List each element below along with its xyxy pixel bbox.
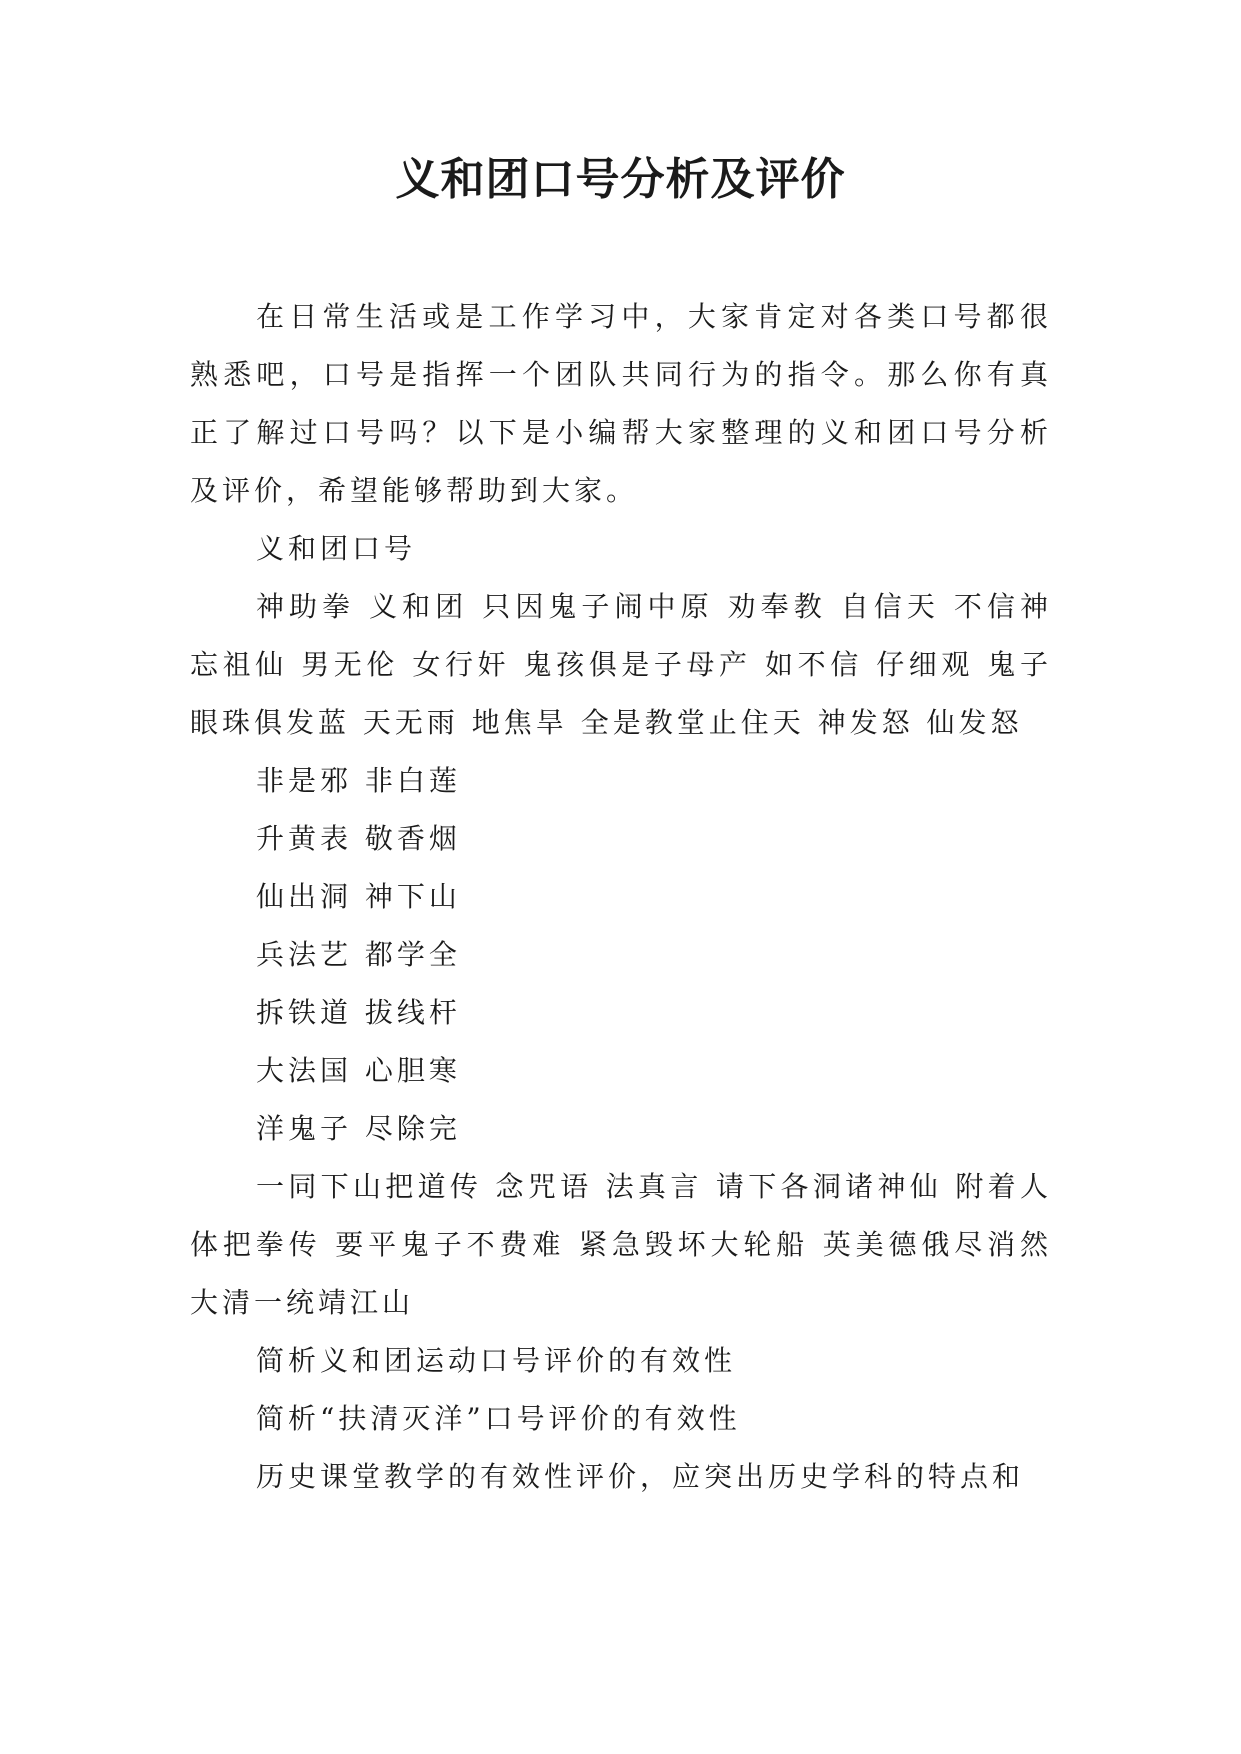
- slogan-line: 非是邪 非白莲: [256, 764, 461, 797]
- intro-paragraph: 在日常生活或是工作学习中，大家肯定对各类口号都很熟悉吧，口号是指挥一个团队共同行为的指令。那么你有真正了解过口号吗？以下是小编帮大家整理的义和团口号分析及评价，希望能够帮助到大家。: [190, 300, 1052, 507]
- section-heading: 简析义和团运动口号评价的有效性: [256, 1344, 737, 1377]
- body-paragraph: 历史课堂教学的有效性评价，应突出历史学科的特点和: [256, 1460, 1025, 1493]
- document-title: 义和团口号分析及评价: [395, 154, 846, 205]
- slogan-paragraph: 一同下山把道传 念咒语 法真言 请下各洞诸神仙 附着人体把拳传 要平鬼子不费难 紧急毁坏大轮船 英美德俄尽消然 大清一统靖江山: [190, 1170, 1052, 1319]
- slogan-paragraph: 神助拳 义和团 只因鬼子闹中原 劝奉教 自信天 不信神 忘祖仙 男无伦 女行奸 鬼孩俱是子母产 如不信 仔细观 鬼子眼珠俱发蓝 天无雨 地焦旱 全是教堂止住天 神发怒 仙发怒: [190, 590, 1052, 739]
- slogan-line: 升黄表 敬香烟: [256, 822, 461, 855]
- slogan-line: 拆铁道 拔线杆: [256, 996, 461, 1029]
- slogan-line: 兵法艺 都学全: [256, 938, 461, 971]
- slogan-heading: 义和团口号: [256, 532, 417, 565]
- slogan-line: 仙出洞 神下山: [256, 880, 461, 913]
- slogan-line: 洋鬼子 尽除完: [256, 1112, 461, 1145]
- document-body: [190, 288, 1052, 1506]
- slogan-line: 大法国 心胆寒: [256, 1054, 461, 1087]
- section-heading: 简析“扶清灭洋”口号评价的有效性: [256, 1402, 741, 1435]
